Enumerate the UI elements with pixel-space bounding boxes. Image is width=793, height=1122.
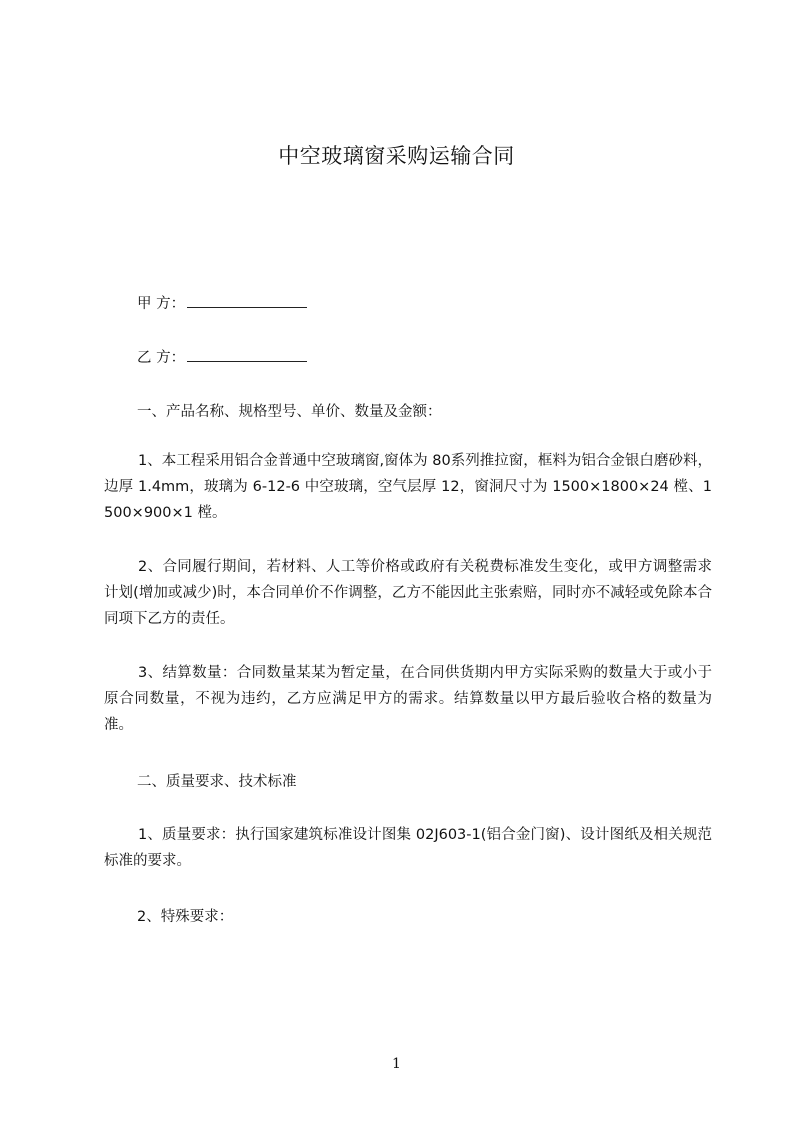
- party-b-label: 乙 方：: [137, 350, 186, 366]
- section1-item1: [104, 448, 712, 526]
- party-a-label: 甲 方：: [137, 296, 186, 312]
- section2-item1-text: 1、质量要求：执行国家建筑标准设计图集 02J603-1(铝合金门窗)、设计图纸及相关规范标准的要求。: [104, 827, 712, 869]
- party-a-blank: [187, 293, 307, 308]
- page-number: 1: [392, 1056, 401, 1072]
- section1-item3-text: 3、结算数量：合同数量某某为暂定量，在合同供货期内甲方实际采购的数量大于或小于原合同数量，不视为违约，乙方应满足甲方的需求。结算数量以甲方最后验收合格的数量为准。: [104, 665, 712, 733]
- section1-item1-text: 1、本工程采用铝合金普通中空玻璃窗,窗体为 80系列推拉窗，框料为铝合金银白磨砂料，边厚 1.4mm，玻璃为 6-12-6 中空玻璃，空气层厚 12，窗洞尺寸为 1500×1800×24 樘、1500×900×1 樘。: [104, 453, 712, 521]
- section2-item1: [104, 822, 712, 874]
- section1-item2-text: 2、合同履行期间，若材料、人工等价格或政府有关税费标准发生变化，或甲方调整需求计划(增加或减少)时，本合同单价不作调整，乙方不能因此主张索赔，同时亦不减轻或免除本合同项下乙方的责任。: [104, 559, 712, 627]
- section1-heading: 一、产品名称、规格型号、单价、数量及金额：: [137, 404, 442, 420]
- party-b-line: [137, 346, 307, 367]
- section2-item2: 2、特殊要求：: [137, 909, 234, 925]
- section1-item3: [104, 660, 712, 738]
- document-title: 中空玻璃窗采购运输合同: [278, 144, 515, 168]
- section2-heading: 二、质量要求、技术标准: [137, 774, 297, 790]
- section1-item2: [104, 554, 712, 632]
- party-b-blank: [187, 347, 307, 362]
- party-a-line: [137, 292, 307, 313]
